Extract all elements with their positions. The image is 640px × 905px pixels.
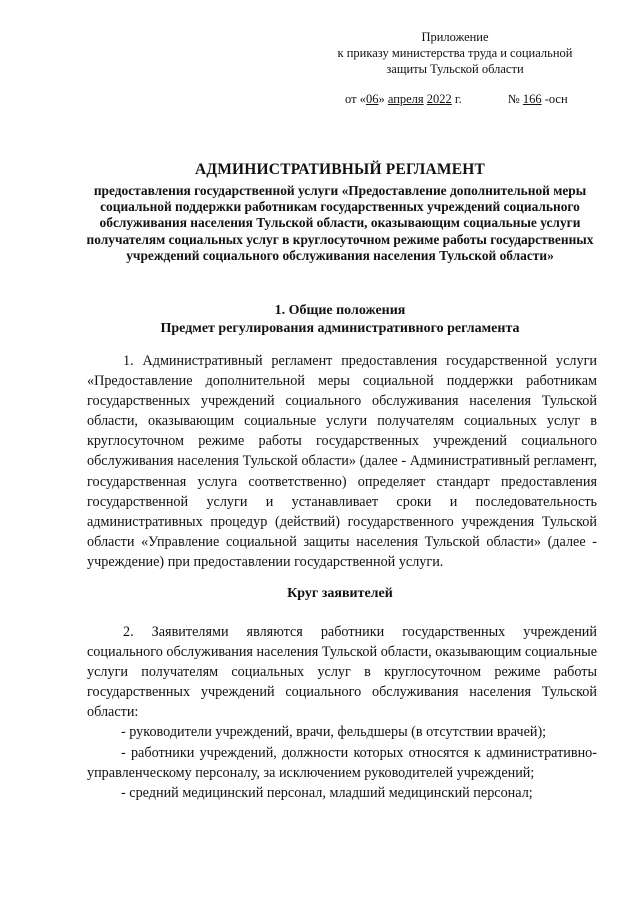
section-heading-general: 1. Общие положения bbox=[274, 303, 406, 318]
appendix-line-2: к приказу министерства труда и социальной bbox=[337, 46, 573, 60]
regulation-subtitle: предоставления государственной услуги «Предоставление дополнительной меры социальной поддержки работникам государственных учреждений социального обслуживания населения Тульской области, оказывающим социальные услуги получателям социальных услуг в круглосуточном режиме работы государственных учреждений социального обслуживания населения Тульской области» bbox=[86, 183, 594, 263]
order-year: 2022 bbox=[426, 92, 452, 106]
section-heading-applicants: Круг заявителей bbox=[287, 586, 393, 601]
order-date-number bbox=[345, 92, 568, 107]
appendix-header bbox=[330, 29, 580, 77]
paragraph-1-text: 1. Административный регламент предоставления государственной услуги «Предоставление дополнительной меры социальной поддержки работникам государственных учреждений социального обслуживания населения Тульской области, оказывающим социальные услуги получателям социальных услуг в круглосуточном режиме работы государственных учреждений социального обслуживания населения Тульской области» (далее - Административный регламент, государственная услуга соответственно) определяет стандарт предоставления государственной услуги и устанавливает сроки и последовательность административных процедур (действий) государственного учреждения Тульской области «Управление социальной защиты населения Тульской области» (далее - учреждение) при предоставлении государственной услуги. bbox=[87, 353, 597, 570]
regulation-title: АДМИНИСТРАТИВНЫЙ РЕГЛАМЕНТ bbox=[194, 161, 486, 178]
order-day: 06 bbox=[365, 92, 379, 106]
section-subheading-subject: Предмет регулирования административного регламента bbox=[160, 321, 520, 336]
appendix-line-3: защиты Тульской области bbox=[386, 62, 524, 76]
order-prefix: от « bbox=[345, 92, 366, 106]
order-mid: » bbox=[378, 92, 388, 106]
order-month: апреля bbox=[387, 92, 424, 106]
paragraph-2 bbox=[87, 622, 597, 803]
list-item: - руководители учреждений, врачи, фельдшеры (в отсутствии врачей); bbox=[121, 724, 547, 741]
paragraph-2-text: 2. Заявителями являются работники государственных учреждений социального обслуживания населения Тульской области, оказывающим социальные услуги получателям социальных услуг в круглосуточном режиме работы государственных учреждений социального обслуживания населения Тульской области: bbox=[87, 624, 597, 721]
list-item: - средний медицинский персонал, младший медицинский персонал; bbox=[121, 784, 533, 801]
paragraph-1 bbox=[87, 351, 597, 572]
order-suffix: г. bbox=[451, 92, 462, 106]
list-item: - работники учреждений, должности которых относятся к административно-управленческому персоналу, за исключением руководителей учреждений; bbox=[87, 744, 597, 781]
order-number-suffix: -осн bbox=[541, 92, 568, 106]
order-number: 166 bbox=[522, 92, 542, 106]
regulation-title-block bbox=[84, 160, 596, 264]
order-number-label: № bbox=[507, 92, 523, 106]
appendix-line-1: Приложение bbox=[421, 30, 489, 44]
